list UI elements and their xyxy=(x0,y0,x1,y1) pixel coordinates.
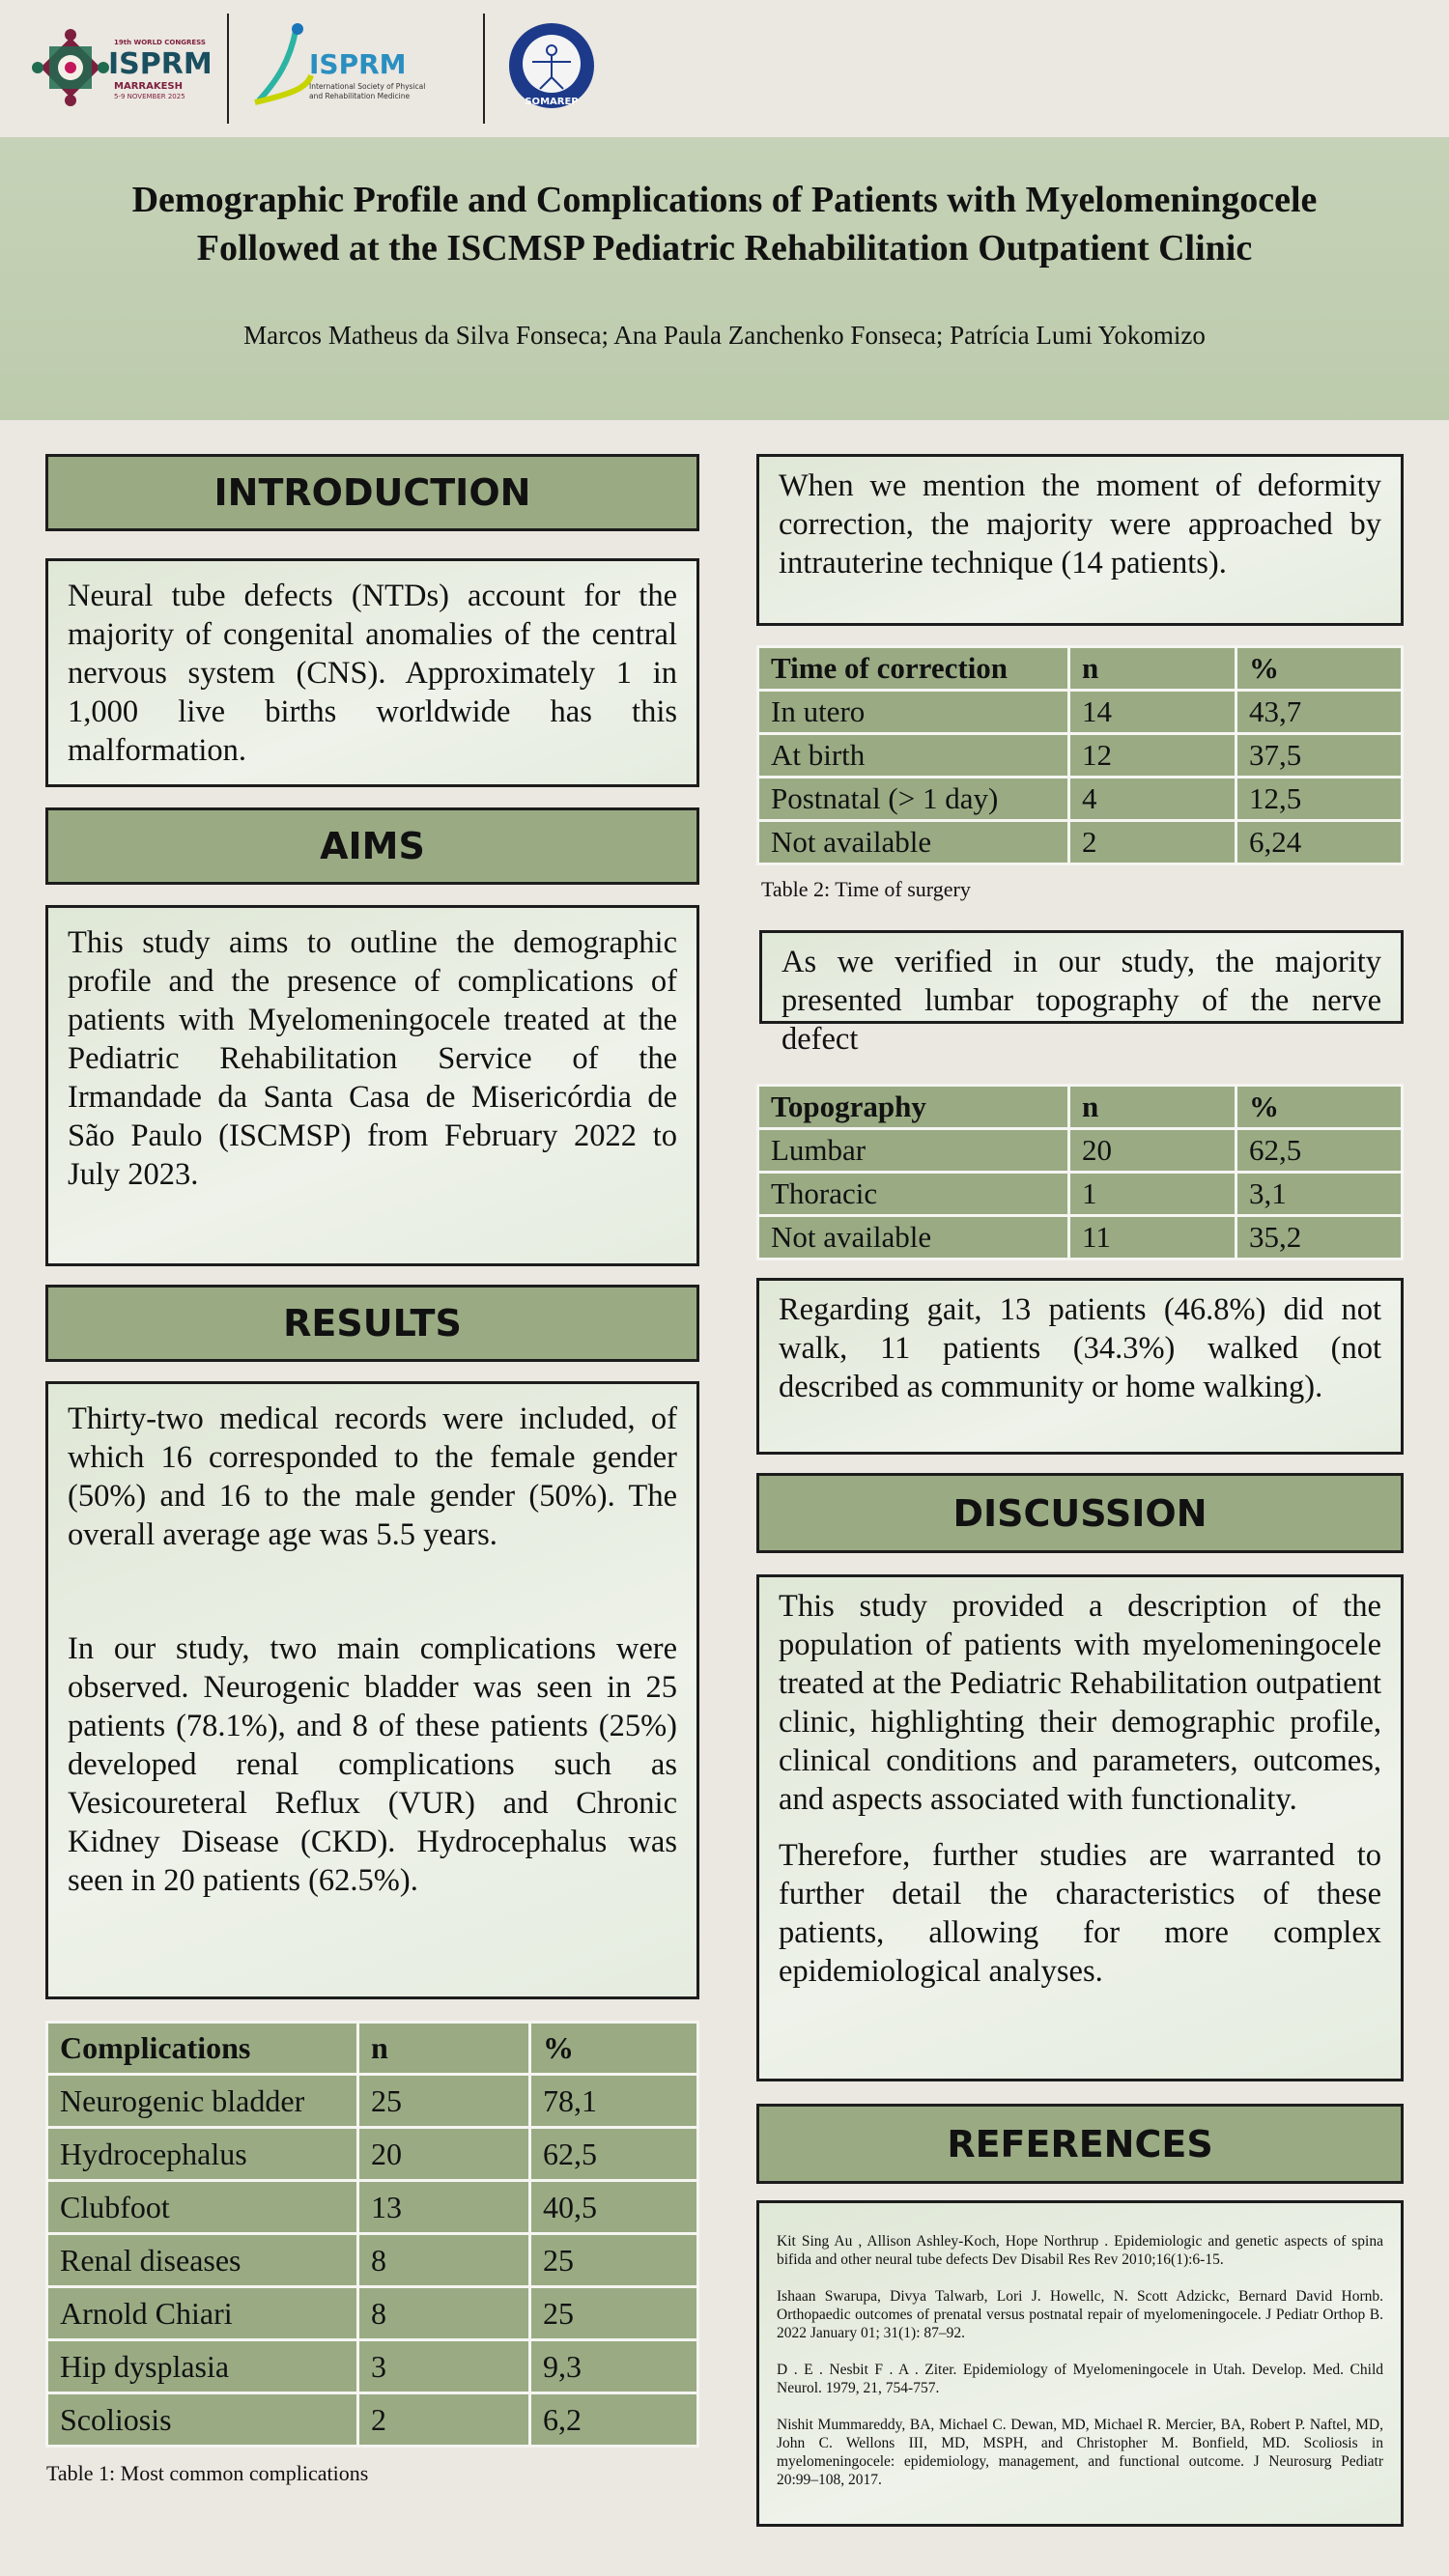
logo-divider xyxy=(227,14,229,124)
table-cell: 62,5 xyxy=(530,2128,698,2181)
references-heading: REFERENCES xyxy=(756,2104,1404,2184)
table-cell: 43,7 xyxy=(1236,691,1403,734)
table-row xyxy=(47,2340,698,2393)
table-row xyxy=(47,2234,698,2287)
table-cell: 25 xyxy=(530,2234,698,2287)
table-cell: Scoliosis xyxy=(47,2393,358,2447)
isprm-congress-logo xyxy=(27,12,213,127)
gait-paragraph: Regarding gait, 13 patients (46.8%) did not walk, 11 patients (34.3%) walked (not described as community or home walking). xyxy=(779,1292,1381,1404)
table-row xyxy=(47,2075,698,2128)
table-cell: 25 xyxy=(358,2075,530,2128)
discussion-paragraph-2: Therefore, further studies are warranted to further detail the characteristics of these patients, allowing for more complex epidemiological analyses. xyxy=(779,1838,1381,1989)
table-header-cell: n xyxy=(358,2023,530,2075)
discussion-paragraph-1: This study provided a description of the population of patients with myelomeningocele treated at the Pediatric Rehabilitation outpatient clinic, highlighting their demographic profile, clinical conditions and parameters, outcomes, and aspects associated with functionality. xyxy=(779,1589,1381,1817)
table-cell: Thoracic xyxy=(758,1173,1069,1216)
table-cell: 3 xyxy=(358,2340,530,2393)
table-cell: 11 xyxy=(1069,1216,1236,1260)
aims-text xyxy=(45,905,699,1266)
isprm-society-wordmark: ISPRM xyxy=(309,48,407,80)
table-cell: Neurogenic bladder xyxy=(47,2075,358,2128)
isprm-society-logo xyxy=(249,21,452,114)
table-header-row xyxy=(758,1086,1403,1129)
somarep-logo xyxy=(507,21,596,110)
introduction-heading: INTRODUCTION xyxy=(45,454,699,531)
table-cell: 8 xyxy=(358,2287,530,2340)
table-header-cell: % xyxy=(1236,1086,1403,1129)
table-header-cell: Complications xyxy=(47,2023,358,2075)
gait-text xyxy=(756,1278,1404,1455)
table-cell: Hip dysplasia xyxy=(47,2340,358,2393)
table-header-cell: Topography xyxy=(758,1086,1069,1129)
table-cell: 1 xyxy=(1069,1173,1236,1216)
table-cell: 62,5 xyxy=(1236,1129,1403,1173)
congress-dates: 5-9 NOVEMBER 2025 xyxy=(114,93,185,100)
authors: Marcos Matheus da Silva Fonseca; Ana Paula Zanchenko Fonseca; Patrícia Lumi Yokomizo xyxy=(243,321,1206,350)
reference-item: D . E . Nesbit F . A . Ziter. Epidemiology of Myelomeningocele in Utah. Develop. Med. Child Neurol. 1979, 21, 754-757. xyxy=(777,2362,1383,2396)
complications-table xyxy=(45,2021,699,2448)
results-heading: RESULTS xyxy=(45,1285,699,1362)
results-text xyxy=(45,1381,699,1999)
discussion-text xyxy=(756,1574,1404,2081)
table-cell: Arnold Chiari xyxy=(47,2287,358,2340)
references-list xyxy=(756,2200,1404,2527)
title-banner xyxy=(0,137,1449,420)
table-cell: 14 xyxy=(1069,691,1236,734)
table-row xyxy=(47,2393,698,2447)
table-cell: 13 xyxy=(358,2181,530,2234)
table-cell: 8 xyxy=(358,2234,530,2287)
table-cell: 37,5 xyxy=(1236,734,1403,778)
correction-paragraph: When we mention the moment of deformity correction, the majority were approached by intrauterine technique (14 patients). xyxy=(779,468,1381,580)
topography-table xyxy=(756,1084,1404,1260)
correction-text xyxy=(756,454,1404,626)
table-header-cell: n xyxy=(1069,1086,1236,1129)
table-row xyxy=(47,2287,698,2340)
isprm-wordmark: ISPRM xyxy=(108,47,213,81)
table-row xyxy=(47,2128,698,2181)
table-cell: 12 xyxy=(1069,734,1236,778)
time-of-correction-table xyxy=(756,645,1404,865)
table-row xyxy=(758,691,1403,734)
table-cell: 78,1 xyxy=(530,2075,698,2128)
table-header-cell: n xyxy=(1069,647,1236,691)
table-cell: Not available xyxy=(758,821,1069,864)
congress-city: MARRAKESH xyxy=(114,81,183,92)
title-line-2: Followed at the ISCMSP Pediatric Rehabilitation Outpatient Clinic xyxy=(196,228,1253,269)
introduction-text xyxy=(45,558,699,787)
table-cell: Postnatal (> 1 day) xyxy=(758,778,1069,821)
table-cell: 2 xyxy=(1069,821,1236,864)
table-cell: 6,2 xyxy=(530,2393,698,2447)
table-cell: 4 xyxy=(1069,778,1236,821)
table-cell: At birth xyxy=(758,734,1069,778)
table-row xyxy=(758,734,1403,778)
table-cell: 9,3 xyxy=(530,2340,698,2393)
table-cell: In utero xyxy=(758,691,1069,734)
table-cell: 20 xyxy=(1069,1129,1236,1173)
table-row xyxy=(758,1216,1403,1260)
table-header-row xyxy=(758,647,1403,691)
table-header-cell: % xyxy=(530,2023,698,2075)
table-2-caption: Table 2: Time of surgery xyxy=(761,877,971,901)
results-paragraph-2: In our study, two main complications were observed. Neurogenic bladder was seen in 25 patients (78.1%), and 8 of these patients (25%) developed renal complications such as Vesicoureteral Reflux (VUR) and Chronic Kidney Disease (CKD). Hydrocephalus was seen in 20 patients (62.5%). xyxy=(68,1631,677,1898)
table-cell: 20 xyxy=(358,2128,530,2181)
logo-divider xyxy=(483,14,485,124)
table-row xyxy=(758,821,1403,864)
reference-item: Ishaan Swarupa, Divya Talwarb, Lori J. Howellc, N. Scott Adzickc, Bernard David Hornb. Orthopaedic outcomes of prenatal versus postnatal repair of myelomeningocele. J Pediatr Orthop B. 2022 January 01; 31(1): 87–92. xyxy=(777,2288,1383,2341)
table-row xyxy=(758,1173,1403,1216)
topography-paragraph: As we verified in our study, the majority presented lumbar topography of the nerve defect xyxy=(781,945,1381,1057)
society-name-line2: and Rehabilitation Medicine xyxy=(309,92,411,100)
table-cell: Renal diseases xyxy=(47,2234,358,2287)
society-name-line1: International Society of Physical xyxy=(309,82,426,91)
reference-item: Kit Sing Au , Allison Ashley-Koch, Hope Northrup . Epidemiologic and genetic aspects of spina bifida and other neural tube defects Dev Disabil Res Rev 2010;16(1):6-15. xyxy=(777,2233,1383,2268)
table-row xyxy=(758,1129,1403,1173)
table-cell: 35,2 xyxy=(1236,1216,1403,1260)
table-header-cell: Time of correction xyxy=(758,647,1069,691)
table-cell: Clubfoot xyxy=(47,2181,358,2234)
table-header-row xyxy=(47,2023,698,2075)
aims-heading: AIMS xyxy=(45,807,699,885)
table-cell: 12,5 xyxy=(1236,778,1403,821)
table-cell: 25 xyxy=(530,2287,698,2340)
logo-bar xyxy=(0,0,1449,137)
topography-text xyxy=(759,930,1404,1057)
table-cell: Lumbar xyxy=(758,1129,1069,1173)
congress-line: 19th WORLD CONGRESS xyxy=(114,39,206,46)
discussion-heading: DISCUSSION xyxy=(756,1473,1404,1553)
aims-paragraph: This study aims to outline the demographic profile and the presence of complications of patients with Myelomeningocele treated at the Pediatric Rehabilitation Service of the Irmandade da Santa Casa de Misericórdia de São Paulo (ISCMSP) from February 2022 to July 2023. xyxy=(68,925,677,1192)
title-line-1: Demographic Profile and Complications of Patients with Myelomeningocele xyxy=(131,180,1318,220)
introduction-paragraph: Neural tube defects (NTDs) account for the majority of congenital anomalies of the central nervous system (CNS). Approximately 1 in 1,000 live births worldwide has this malformation. xyxy=(68,579,677,768)
poster-title xyxy=(39,176,1410,272)
table-header-cell: % xyxy=(1236,647,1403,691)
somarep-wordmark: SOMAREP xyxy=(525,97,579,107)
table-cell: 3,1 xyxy=(1236,1173,1403,1216)
table-cell: 6,24 xyxy=(1236,821,1403,864)
table-cell: 40,5 xyxy=(530,2181,698,2234)
table-row xyxy=(47,2181,698,2234)
table-cell: Not available xyxy=(758,1216,1069,1260)
reference-item: Nishit Mummareddy, BA, Michael C. Dewan, MD, Michael R. Mercier, BA, Robert P. Naftel, MD, John C. Wellons III, MD, MSPH, and Christopher M. Bonfield, MD. Scoliosis in myelomeningocele: epidemiology, management, and functional outcome. J Neurosurg Pediatr 20:99–108, 2017. xyxy=(777,2417,1383,2488)
table-1-caption: Table 1: Most common complications xyxy=(46,2461,369,2485)
table-row xyxy=(758,778,1403,821)
table-cell: Hydrocephalus xyxy=(47,2128,358,2181)
results-paragraph-1: Thirty-two medical records were included, of which 16 corresponded to the female gender (50%) and 16 to the male gender (50%). The overall average age was 5.5 years. xyxy=(68,1401,677,1552)
table-cell: 2 xyxy=(358,2393,530,2447)
